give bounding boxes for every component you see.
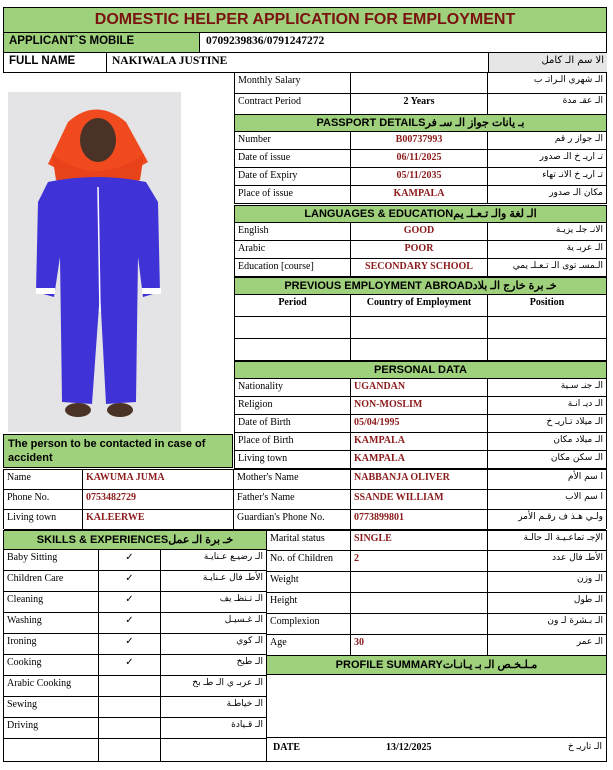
personal-data-header: PERSONAL DATA [234,361,607,379]
skill-check [99,718,161,738]
pob-ar: الـ ميلاد مكان [553,435,603,445]
prev-emp-cell [351,317,488,338]
religion-row [235,397,606,415]
prev-emp-header-row [235,295,606,317]
father-name-ar: ا سم الاب [565,492,603,502]
salary-ar: الـ شهري الـراتـ ب [533,75,603,85]
mother-name-value: NABBANJA OLIVER [351,470,488,489]
weight-ar: الـ وزن [576,574,603,584]
contact-town-label: Living town [4,510,83,529]
prev-emp-cell [351,339,488,360]
personal-data-block [234,379,607,469]
pob-row [235,433,606,451]
prev-emp-cell [488,339,606,360]
skill-check [99,697,161,717]
full-name-label: FULL NAME [4,53,107,72]
contact-name-value: KAWUMA JUMA [83,470,234,489]
skill-ar: الـ رضيـع عـنايـة [203,552,263,562]
passport-expiry-row [235,168,606,186]
skill-row-empty [4,739,266,762]
applicant-mobile-value: 0709239836/0791247272 [206,35,325,47]
skill-check: ✓ [99,550,161,570]
skill-label: Driving [4,718,99,738]
age-row [267,635,606,657]
skill-cell [99,739,161,761]
salary-label: Monthly Salary [235,73,351,93]
skill-label: Ironing [4,634,99,654]
religion-ar: الـ ديـ انـة [567,399,603,409]
contract-label: Contract Period [235,94,351,114]
skill-ar: الـ طبخ [236,657,263,667]
skill-check: ✓ [99,592,161,612]
page-title: DOMESTIC HELPER APPLICATION FOR EMPLOYMENT [94,11,516,28]
lang-arabic-row [235,241,606,259]
passport-expiry-label: Date of Expiry [235,168,351,185]
skill-row [4,718,266,739]
height-ar: الـ طول [573,595,603,605]
guardian-phone-label: Guardian's Phone No. [234,510,351,529]
lang-english-label: English [235,223,351,240]
passport-issue-row [235,150,606,168]
pob-value: KAMPALA [351,433,488,450]
education-value: SECONDARY SCHOOL [351,259,488,276]
living-town-label: Living town [235,451,351,468]
guardian-phone-value: 0773899801 [351,510,488,529]
skill-ar: الـ تـنظـ يف [219,594,263,604]
skill-row [4,634,266,655]
contact-name-label: Name [4,470,83,489]
passport-issue-value: 06/11/2025 [351,150,488,167]
prev-emp-col-country: Country of Employment [351,295,488,316]
physical-block [267,530,607,656]
skill-check: ✓ [99,634,161,654]
dob-row [235,415,606,433]
prev-emp-col-period: Period [235,295,351,316]
mother-name-ar: ا سم الأم [568,472,603,482]
dob-value: 05/04/1995 [351,415,488,432]
age-value: 30 [351,635,488,656]
education-ar: الـمسـ توى الـ تـعـلـ يمي [512,261,603,271]
guardian-phone-ar: ولـي هـذ ف رقـم الأمر [518,512,603,522]
passport-place-label: Place of issue [235,186,351,203]
contact-town-value: KALEERWE [83,510,234,529]
height-value [351,593,488,613]
skill-check: ✓ [99,613,161,633]
skill-label: Cooking [4,655,99,675]
salary-value [351,73,488,93]
marital-ar: الإجـ تماعـيـة الـ حالـة [523,533,603,543]
skill-label: Cleaning [4,592,99,612]
languages-header: LANGUAGES & EDUCATIONالـ لغة والـ تـعـلـ يم [234,205,607,223]
skill-row [4,550,266,571]
weight-value [351,572,488,592]
skill-label: Sewing [4,697,99,717]
complexion-ar: الـ بـشرة لـ ون [547,616,603,626]
prev-emp-col-position: Position [529,297,565,308]
marital-label: Marital status [267,531,351,550]
passport-number-row [235,132,606,150]
prev-emp-cell [235,339,351,360]
dob-ar: الـ ميلاد تـاريـ خ [546,417,603,427]
contact-row-2 [4,490,606,510]
skill-ar: الـ كوي [236,636,263,646]
skill-cell [4,739,99,761]
education-row [235,259,606,277]
lang-english-row [235,223,606,241]
skill-label: Washing [4,613,99,633]
skill-check: ✓ [99,655,161,675]
mother-name-label: Mother's Name [234,470,351,489]
children-ar: الأطـ فال عدد [552,553,603,563]
nationality-ar: الـ جنـ سـية [560,381,603,391]
skills-table [3,550,267,762]
father-name-label: Father's Name [234,490,351,509]
skill-row [4,592,266,613]
age-ar: الـ عمر [576,637,603,647]
weight-row [267,572,606,593]
contact-header: The person to be contacted in case of accident [3,434,233,468]
skill-row [4,571,266,592]
salary-row [235,73,606,94]
languages-block [234,223,607,277]
pob-label: Place of Birth [235,433,351,450]
lang-arabic-label: Arabic [235,241,351,258]
prev-emp-row [235,317,606,339]
skill-row [4,655,266,676]
lang-english-value: GOOD [351,223,488,240]
date-value: 13/12/2025 [386,742,432,753]
skill-row [4,613,266,634]
profile-summary-body [267,675,607,738]
previous-employment-table [234,295,607,361]
date-row [267,738,607,762]
nationality-label: Nationality [235,379,351,396]
profile-summary-header: PROFILE SUMMARYمـلـخـص الـ بـ يـانـات [267,655,607,675]
children-row [267,551,606,572]
skill-ar: الـ خياطـة [226,699,263,709]
passport-number-label: Number [235,132,351,149]
passport-issue-ar: تـ اريـ خ الـ صدور [539,152,603,162]
marital-row [267,531,606,551]
skill-ar: الـ عربـ ي الـ طـ بخ [192,678,263,688]
marital-value: SINGLE [351,531,488,550]
lang-english-ar: الانـ جلـ يزيـة [555,225,603,235]
prev-emp-cell [488,317,606,338]
children-label: No. of Children [267,551,351,571]
skill-ar: الـ غـسيـل [224,615,263,625]
date-ar: الـ تاريـ خ [567,742,602,752]
skills-header: SKILLS & EXPERIENCESخـ برة الـ عمل [3,530,267,550]
passport-place-row [235,186,606,204]
education-label: Education [course] [235,259,351,276]
skill-check: ✓ [99,571,161,591]
skill-ar: الأطـ فال عـنايـة [202,573,263,583]
passport-header: PASSPORT DETAILSبـ يانات جواز الـ سـ فر [234,114,607,132]
applicant-photo [8,92,181,432]
complexion-label: Complexion [267,614,351,634]
previous-employment-header: PREVIOUS EMPLOYMENT ABROADخـ برة خارج الـ بلاد [234,277,607,295]
date-label: DATE [273,742,301,753]
full-name-ar: الا سم الـ كامل [488,53,607,72]
nationality-value: UGANDAN [351,379,488,396]
skill-row [4,676,266,697]
father-name-value: SSANDE WILLIAM [351,490,488,509]
religion-value: NON-MOSLIM [351,397,488,414]
living-town-ar: الـ سكن مكان [550,453,603,463]
full-name-row [3,52,607,73]
height-label: Height [267,593,351,613]
passport-expiry-ar: تـ اريـ خ الانـ تهاء [542,170,603,180]
passport-place-ar: مكان الـ صدور [549,188,603,198]
contact-phone-label: Phone No. [4,490,83,509]
religion-label: Religion [235,397,351,414]
applicant-mobile-row [3,33,607,53]
contract-value: 2 Years [351,94,488,114]
passport-issue-label: Date of issue [235,150,351,167]
lang-arabic-ar: الـ عربـ ية [566,243,603,253]
contract-ar: الـ عقـ مدة [562,96,603,106]
prev-emp-cell [235,317,351,338]
weight-label: Weight [267,572,351,592]
skill-check [99,676,161,696]
applicant-mobile-label: APPLICANT`S MOBILE [4,33,200,52]
skill-ar: الـ قـيادة [231,720,263,730]
complexion-row [267,614,606,635]
contact-parents-block [3,469,607,529]
skill-label: Arabic Cooking [4,676,99,696]
height-row [267,593,606,614]
complexion-value [351,614,488,634]
skill-label: Children Care [4,571,99,591]
living-town-value: KAMPALA [351,451,488,468]
passport-number-ar: الـ جواز ر قم [554,134,603,144]
nationality-row [235,379,606,397]
lang-arabic-value: POOR [351,241,488,258]
skill-label: Baby Sitting [4,550,99,570]
skill-row [4,697,266,718]
skill-cell [161,739,266,761]
contact-row-1 [4,470,606,490]
passport-place-value: KAMPALA [351,186,488,203]
contact-phone-value: 0753482729 [83,490,234,509]
applicant-photo-figure [8,92,181,432]
right-top-block [234,73,607,115]
passport-block [234,132,607,204]
living-town-row [235,451,606,469]
children-value: 2 [351,551,488,571]
full-name-value: NAKIWALA JUSTINE [112,55,228,67]
contact-row-3 [4,510,606,530]
passport-expiry-value: 05/11/2035 [351,168,488,185]
age-label: Age [267,635,351,656]
prev-emp-row [235,339,606,361]
passport-number-value: B00737993 [351,132,488,149]
title-bar [3,7,607,33]
contract-row [235,94,606,115]
dob-label: Date of Birth [235,415,351,432]
